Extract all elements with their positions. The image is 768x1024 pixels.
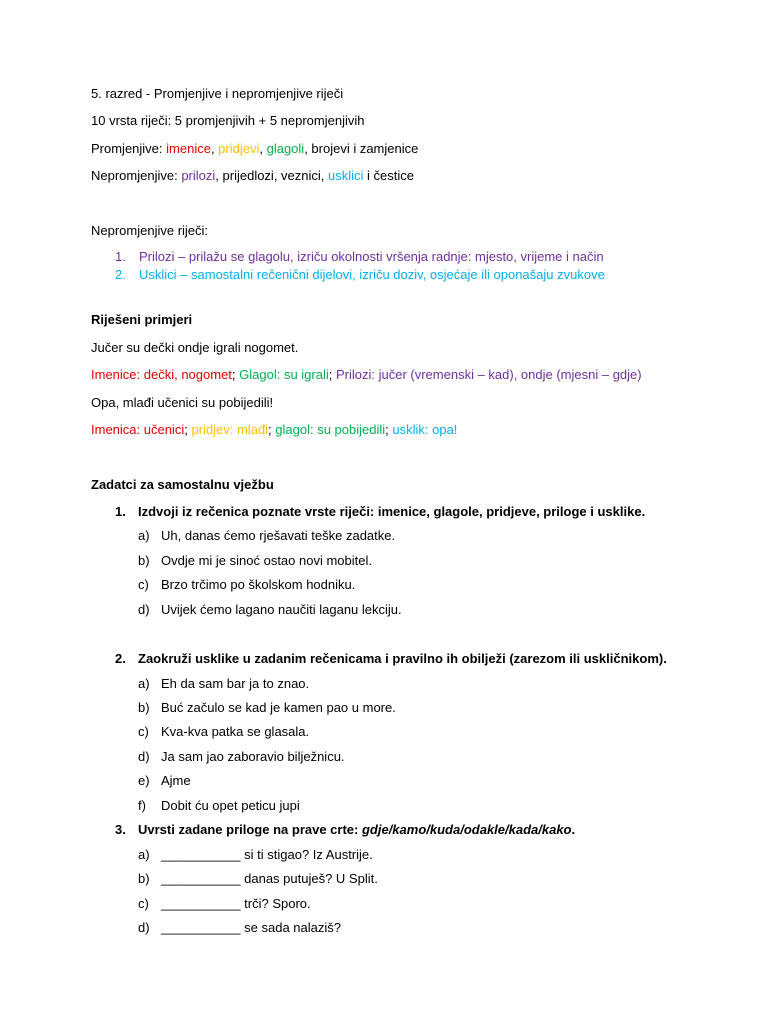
nepromjenjive-middle: , prijedlozi, veznici, [215,168,329,183]
separator: ; [268,422,276,437]
promjenjive-line [91,141,418,157]
adverb-options: gdje/kamo/kuda/odakle/kada/kako [361,822,572,837]
fill-blank-item: ___________ se sada nalaziš? [161,920,341,935]
word-count-line: 10 vrsta riječi: 5 promjenjivih + 5 nepromjenjivih [91,113,365,128]
nepromjenjive-rest: i čestice [363,168,414,183]
usklici-word: usklici [328,168,364,183]
list-number: 1. [115,249,126,264]
item-letter: a) [138,676,150,691]
item-letter: b) [138,700,150,715]
examples-heading: Riješeni primjeri [91,312,193,327]
item-letter: d) [138,602,150,617]
fill-blank-item: ___________ trči? Sporo. [161,896,311,911]
nepromjenjive-line [91,168,414,184]
separator: ; [231,367,240,382]
item-letter: e) [138,773,150,788]
promjenjive-rest: , brojevi i zamjenice [304,141,419,156]
task-item: Brzo trčimo po školskom hodniku. [161,577,356,592]
glagol-analysis: glagol: su pobijedili [275,422,386,437]
item-letter: d) [138,749,150,764]
item-letter: d) [138,920,150,935]
usklici-definition: Usklici – samostalni rečenični dijelovi, izriču doziv, osjećaje ili oponašaju zvukove [139,267,605,282]
prilozi-analysis: Prilozi: jučer (vremenski – kad), ondje (mjesni – gdje) [335,367,642,382]
imenice-word: imenice [166,141,211,156]
item-letter: c) [138,577,149,592]
example-analysis [91,367,642,383]
task-item: Buć začulo se kad je kamen pao u more. [161,700,396,715]
example-sentence: Jučer su dečki ondje igrali nogomet. [91,340,299,355]
item-letter: c) [138,724,149,739]
nepromjenjive-label: Nepromjenjive: [91,168,182,183]
glagol-analysis: Glagol: su igrali [239,367,329,382]
imenica-analysis: Imenica: učenici [91,422,185,437]
item-letter: a) [138,528,150,543]
task-number: 3. [115,822,126,837]
task-instruction: Zaokruži usklike u zadanim rečenicama i pravilno ih obilježi (zarezom ili uskličnikom). [138,651,667,666]
task-item: Dobit ću opet peticu jupi [161,798,300,813]
task-instruction [138,822,575,838]
task-number: 2. [115,651,126,666]
separator: ; [328,367,336,382]
task-instruction: Izdvoji iz rečenica poznate vrste riječi: imenice, glagole, pridjeve, priloge i usklike. [138,504,646,519]
task-number: 1. [115,504,126,519]
task-item: Ja sam jao zaboravio bilježnicu. [161,749,345,764]
pridjev-analysis: pridjev: mlađi [191,422,269,437]
item-letter: f) [138,798,146,813]
example-analysis [91,422,457,438]
promjenjive-label: Promjenjive: [91,141,167,156]
glagoli-word: glagoli [266,141,305,156]
separator: , [259,141,267,156]
task-item: Eh da sam bar ja to znao. [161,676,310,691]
separator: ; [184,422,192,437]
prilozi-word: prilozi [181,168,216,183]
example-sentence: Opa, mlađi učenici su pobijedili! [91,395,274,410]
task-item: Kva-kva patka se glasala. [161,724,310,739]
prilozi-definition: Prilozi – prilažu se glagolu, izriču okolnosti vršenja radnje: mjesto, vrijeme i način [139,249,604,264]
pridjevi-word: pridjevi [218,141,260,156]
tasks-heading: Zadatci za samostalnu vježbu [91,477,274,492]
task-item: Uh, danas ćemo rješavati teške zadatke. [161,528,396,543]
item-letter: a) [138,847,150,862]
fill-blank-item: ___________ si ti stigao? Iz Austrije. [161,847,373,862]
separator: ; [385,422,393,437]
task-item: Ovdje mi je sinoć ostao novi mobitel. [161,553,372,568]
fill-blank-item: ___________ danas putuješ? U Split. [161,871,378,886]
item-letter: b) [138,553,150,568]
imenice-analysis: Imenice: dečki, nogomet [91,367,232,382]
task-item: Ajme [161,773,191,788]
nepromjenjive-heading: Nepromjenjive riječi: [91,223,209,238]
separator: , [210,141,219,156]
task3-end: . [571,822,576,837]
task-item: Uvijek ćemo lagano naučiti laganu lekciju. [161,602,402,617]
item-letter: b) [138,871,150,886]
item-letter: c) [138,896,149,911]
document-title: 5. razred - Promjenjive i nepromjenjive riječi [91,86,344,101]
list-number: 2. [115,267,126,282]
usklik-analysis: usklik: opa! [392,422,458,437]
task3-text: Uvrsti zadane priloge na prave crte: [138,822,362,837]
